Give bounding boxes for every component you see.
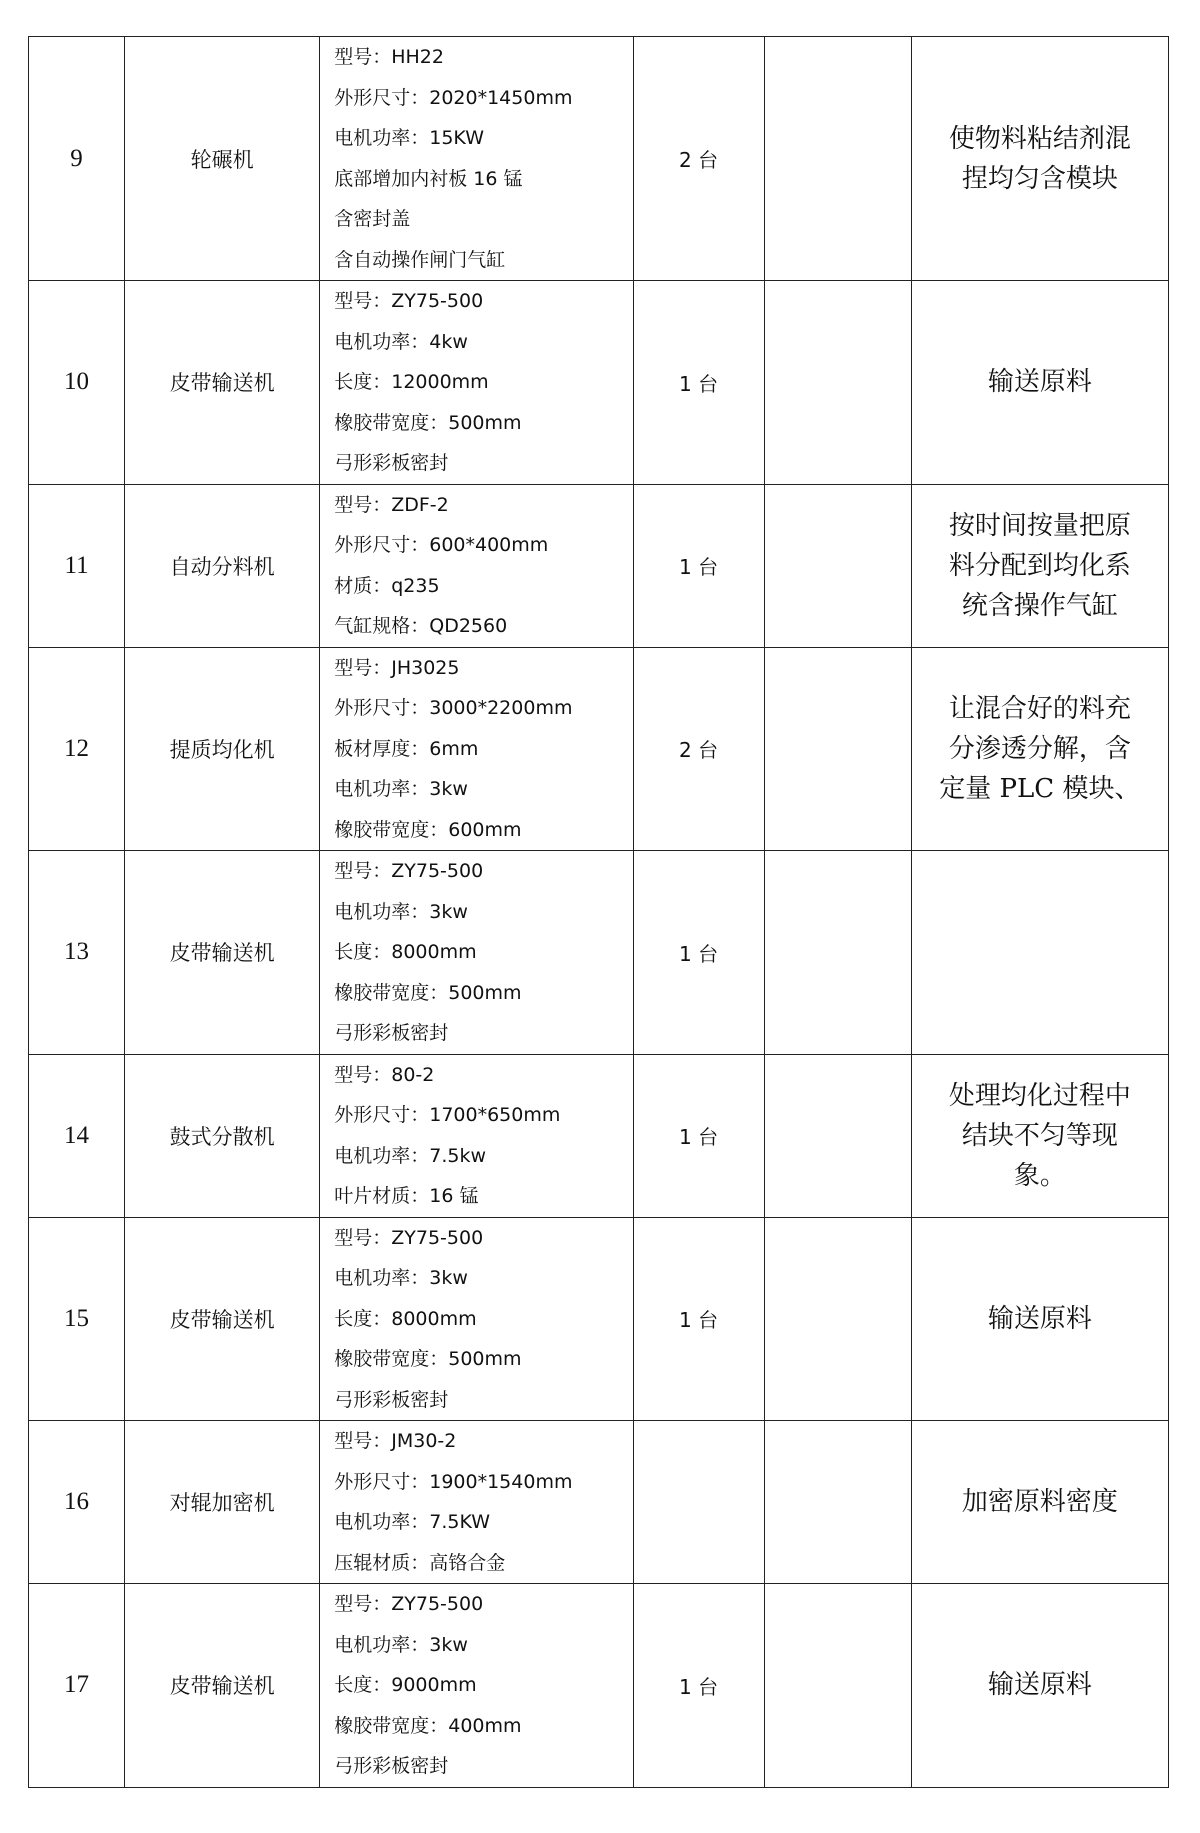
function-note	[911, 647, 1168, 851]
spec-line: 型号：80-2	[334, 1063, 435, 1086]
table-row	[29, 1584, 1169, 1788]
spec-cell	[320, 484, 633, 647]
function-note-text: 加密原料密度	[961, 1487, 1118, 1517]
row-index: 10	[29, 281, 125, 485]
function-note-text: 输送原料	[987, 1303, 1092, 1334]
spec-line: 外形尺寸：1700*650mm	[334, 1104, 561, 1126]
function-note	[911, 851, 1168, 1055]
equipment-name: 皮带输送机	[125, 1217, 320, 1421]
function-note-text: 让混合好的料充 分渗透分解，含 定量 PLC 模块、	[939, 693, 1141, 804]
function-note-text: 按时间按量把原 料分配到均化系 统含操作气缸	[948, 510, 1131, 621]
spec-line: 电机功率：7.5KW	[334, 1511, 491, 1533]
equipment-name: 轮碾机	[125, 37, 320, 281]
spec-cell	[320, 851, 633, 1055]
row-index: 17	[29, 1584, 125, 1788]
spec-cell	[320, 1421, 633, 1584]
table-row	[29, 484, 1169, 647]
equipment-name: 皮带输送机	[125, 851, 320, 1055]
row-index: 9	[29, 37, 125, 281]
remark-cell	[764, 484, 911, 647]
spec-line: 板材厚度：6mm	[334, 737, 479, 760]
function-note-text: 处理均化过程中 结块不匀等现 象。	[948, 1080, 1131, 1191]
function-note-text: 使物料粘结剂混 捏均匀含模块	[948, 123, 1131, 194]
row-index: 14	[29, 1054, 125, 1217]
spec-line: 含密封盖	[334, 208, 411, 230]
spec-line: 叶片材质：16 锰	[334, 1185, 479, 1207]
spec-line: 长度：9000mm	[334, 1674, 477, 1696]
equipment-name: 提质均化机	[125, 647, 320, 851]
function-note	[911, 484, 1168, 647]
spec-line: 电机功率：3kw	[334, 1633, 468, 1656]
quantity: 1 台	[633, 281, 764, 485]
spec-line: 电机功率：7.5kw	[334, 1144, 486, 1167]
remark-cell	[764, 1217, 911, 1421]
remark-cell	[764, 37, 911, 281]
function-note	[911, 1421, 1168, 1584]
spec-line: 型号：JM30-2	[334, 1430, 457, 1452]
spec-line: 电机功率：3kw	[334, 778, 468, 800]
spec-line: 橡胶带宽度：500mm	[334, 981, 522, 1004]
equipment-name: 皮带输送机	[125, 281, 320, 485]
spec-line: 橡胶带宽度：500mm	[334, 1348, 522, 1370]
spec-line: 长度：8000mm	[334, 941, 477, 963]
function-note	[911, 281, 1168, 485]
spec-line: 外形尺寸：3000*2200mm	[334, 697, 573, 719]
spec-line: 含自动操作闸门气缸	[334, 248, 506, 271]
row-index: 15	[29, 1217, 125, 1421]
function-note	[911, 1217, 1168, 1421]
spec-line: 长度：8000mm	[334, 1307, 477, 1330]
spec-line: 电机功率：4kw	[334, 330, 468, 353]
quantity: 2 台	[633, 37, 764, 281]
spec-line: 型号：ZY75-500	[334, 860, 484, 882]
quantity: 1 台	[633, 1217, 764, 1421]
quantity: 1 台	[633, 851, 764, 1055]
quantity: 1 台	[633, 1054, 764, 1217]
remark-cell	[764, 1584, 911, 1788]
spec-line: 型号：ZY75-500	[334, 1593, 484, 1615]
spec-cell	[320, 647, 633, 851]
table-row	[29, 37, 1169, 281]
remark-cell	[764, 281, 911, 485]
spec-line: 气缸规格：QD2560	[334, 615, 508, 637]
quantity: 2 台	[633, 647, 764, 851]
function-note-text: 输送原料	[987, 1670, 1092, 1701]
spec-line: 型号：JH3025	[334, 656, 460, 679]
remark-cell	[764, 1054, 911, 1217]
equipment-name: 鼓式分散机	[125, 1054, 320, 1217]
spec-line: 电机功率：15KW	[334, 127, 484, 149]
spec-line: 电机功率：3kw	[334, 1267, 468, 1289]
table-row	[29, 1217, 1169, 1421]
spec-line: 弓形彩板密封	[334, 1022, 449, 1044]
spec-line: 型号：ZY75-500	[334, 290, 484, 312]
function-note	[911, 1054, 1168, 1217]
quantity	[633, 1421, 764, 1584]
spec-line: 橡胶带宽度：600mm	[334, 818, 522, 841]
row-index: 12	[29, 647, 125, 851]
table-row	[29, 1054, 1169, 1217]
spec-line: 橡胶带宽度：400mm	[334, 1714, 522, 1737]
row-index: 11	[29, 484, 125, 647]
spec-line: 底部增加内衬板 16 锰	[334, 167, 523, 190]
spec-line: 型号：ZDF-2	[334, 493, 449, 516]
row-index: 13	[29, 851, 125, 1055]
table-row	[29, 1421, 1169, 1584]
table-row	[29, 281, 1169, 485]
spec-cell	[320, 37, 633, 281]
equipment-table-body	[29, 37, 1169, 1788]
remark-cell	[764, 851, 911, 1055]
spec-line: 型号：HH22	[334, 46, 444, 68]
equipment-name: 对辊加密机	[125, 1421, 320, 1584]
equipment-name: 皮带输送机	[125, 1584, 320, 1788]
spec-line: 外形尺寸：1900*1540mm	[334, 1470, 573, 1493]
spec-line: 外形尺寸：2020*1450mm	[334, 86, 573, 109]
spec-line: 弓形彩板密封	[334, 1388, 449, 1411]
table-row	[29, 647, 1169, 851]
spec-cell	[320, 281, 633, 485]
remark-cell	[764, 647, 911, 851]
spec-cell	[320, 1217, 633, 1421]
spec-line: 外形尺寸：600*400mm	[334, 534, 549, 556]
spec-line: 长度：12000mm	[334, 371, 489, 393]
equipment-table	[28, 36, 1169, 1788]
spec-line: 型号：ZY75-500	[334, 1226, 484, 1249]
remark-cell	[764, 1421, 911, 1584]
function-note	[911, 1584, 1168, 1788]
table-row	[29, 851, 1169, 1055]
quantity: 1 台	[633, 1584, 764, 1788]
spec-line: 压辊材质：高铬合金	[334, 1551, 506, 1574]
spec-cell	[320, 1054, 633, 1217]
function-note-text: 输送原料	[987, 367, 1092, 398]
spec-line: 弓形彩板密封	[334, 452, 449, 474]
spec-line: 材质：q235	[334, 574, 440, 597]
spec-line: 电机功率：3kw	[334, 900, 468, 923]
row-index: 16	[29, 1421, 125, 1584]
quantity: 1 台	[633, 484, 764, 647]
function-note	[911, 37, 1168, 281]
spec-line: 橡胶带宽度：500mm	[334, 411, 522, 434]
spec-line: 弓形彩板密封	[334, 1755, 449, 1777]
equipment-name: 自动分料机	[125, 484, 320, 647]
spec-cell	[320, 1584, 633, 1788]
